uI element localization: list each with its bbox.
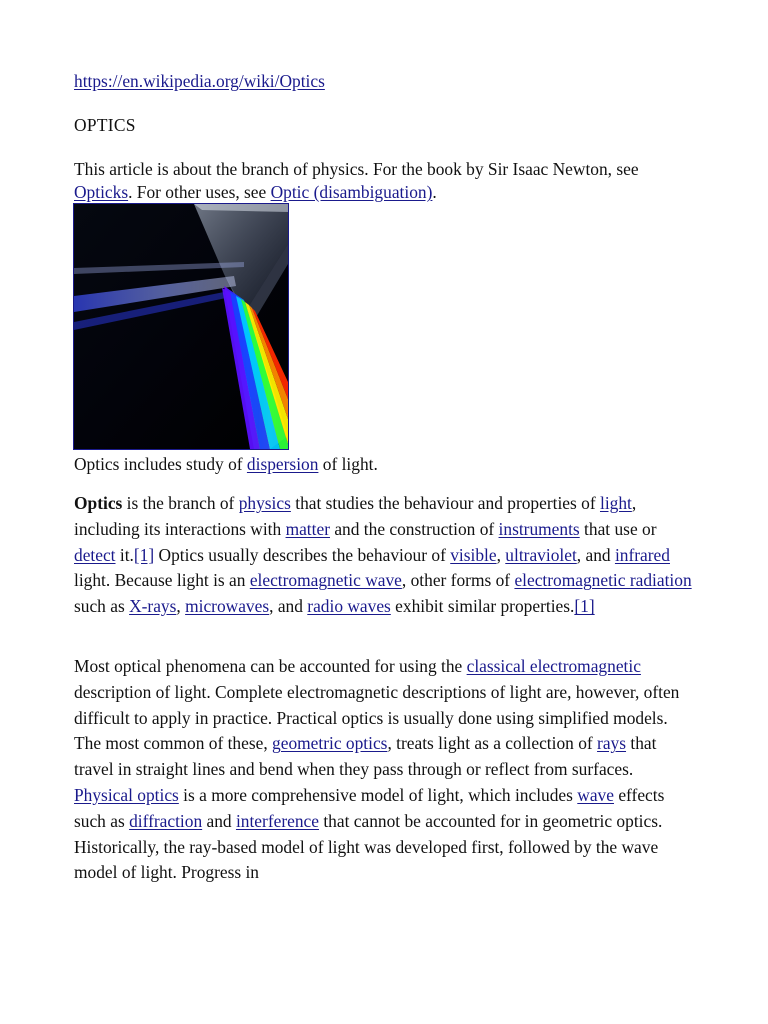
diffraction-link[interactable]: diffraction xyxy=(129,810,203,831)
optic-disambiguation-link[interactable]: Optic (disambiguation) xyxy=(270,182,433,202)
paragraph-text: that cannot be accounted for in geometric optics. Historically, the ray-based model of light was developed first, followed by the wave model of light. Progress in xyxy=(74,810,663,883)
paragraph-text: , xyxy=(496,544,506,565)
paragraph-text: Most optical phenomena can be accounted for using the xyxy=(74,656,467,676)
paragraph-text: , and xyxy=(576,544,615,565)
ultraviolet-link[interactable]: ultraviolet xyxy=(505,544,577,565)
prism-dispersion-image[interactable] xyxy=(74,204,288,449)
paragraph-text: description of light. Complete electromagnetic descriptions of light are, however, often difficult to apply in practice. Practical optics is usually done using simplified models. The most common of these, xyxy=(74,681,680,754)
paragraph-text: and the construction of xyxy=(329,518,499,539)
physical-optics-link[interactable]: Physical optics xyxy=(74,784,179,805)
paragraph-text: , treats light as a collection of xyxy=(387,733,598,754)
paragraph-text: effects such as xyxy=(74,784,665,831)
paragraph-text: that use or xyxy=(579,518,657,539)
caption-text: Optics includes study of xyxy=(74,454,247,474)
rays-link[interactable]: rays xyxy=(597,733,627,754)
reference-1-link-second[interactable]: [1] xyxy=(574,596,595,617)
paragraph-text: light. Because light is an xyxy=(74,570,250,591)
interference-link[interactable]: interference xyxy=(235,810,319,831)
geometric-optics-link[interactable]: geometric optics xyxy=(272,733,388,754)
x-rays-link[interactable]: X-rays xyxy=(129,596,177,617)
paragraph-text: Optics usually describes the behaviour of xyxy=(154,544,451,565)
radio-waves-link[interactable]: radio waves xyxy=(307,596,391,617)
electromagnetic-wave-link[interactable]: electromagnetic wave xyxy=(249,570,402,591)
paragraph-text: that studies the behaviour and properties of xyxy=(290,493,600,513)
hatnote-text: . For other uses, see xyxy=(128,182,271,202)
hatnote xyxy=(74,158,674,204)
light-link[interactable]: light xyxy=(599,493,632,513)
microwaves-link[interactable]: microwaves xyxy=(185,596,270,617)
paragraph-text: , including its interactions with xyxy=(74,493,637,539)
electromagnetic-radiation-link[interactable]: electromagnetic radiation xyxy=(514,570,692,591)
models-paragraph xyxy=(74,654,696,886)
matter-link[interactable]: matter xyxy=(285,518,330,539)
paragraph-text: such as xyxy=(74,596,130,617)
bold-term-optics: Optics xyxy=(74,493,123,513)
prism-image-svg xyxy=(74,204,288,449)
paragraph-text: is a more comprehensive model of light, which includes xyxy=(178,784,578,805)
infrared-link[interactable]: infrared xyxy=(614,544,670,565)
classical-electromagnetic-link[interactable]: classical electromagnetic xyxy=(466,656,641,676)
paragraph-text: , other forms of xyxy=(401,570,515,591)
paragraph-text: that travel in straight lines and bend when they pass through or reflect from surfaces. xyxy=(74,733,657,780)
physics-link[interactable]: physics xyxy=(238,493,291,513)
intro-paragraph xyxy=(74,491,696,620)
hatnote-text: This article is about the branch of physics. For the book by Sir Isaac Newton, see xyxy=(74,159,639,179)
source-url-link[interactable]: https://en.wikipedia.org/wiki/Optics xyxy=(74,71,325,91)
instruments-link[interactable]: instruments xyxy=(498,518,580,539)
paragraph-text: , xyxy=(176,596,186,617)
paragraph-text: exhibit similar properties. xyxy=(390,596,575,617)
visible-link[interactable]: visible xyxy=(450,544,497,565)
caption-text: of light. xyxy=(318,454,378,474)
article-heading: OPTICS xyxy=(74,115,136,135)
paragraph-text: , and xyxy=(269,596,308,617)
paragraph-text: is the branch of xyxy=(122,493,239,513)
detect-link[interactable]: detect xyxy=(74,544,116,565)
wave-link[interactable]: wave xyxy=(577,784,614,805)
reference-1-link[interactable]: [1] xyxy=(133,544,155,565)
paragraph-text: and xyxy=(202,810,236,831)
opticks-link[interactable]: Opticks xyxy=(74,182,129,202)
dispersion-link[interactable]: dispersion xyxy=(246,454,319,474)
source-url-line xyxy=(74,70,325,92)
image-caption xyxy=(74,453,378,475)
hatnote-text: . xyxy=(432,182,437,202)
paragraph-text: it. xyxy=(115,544,134,565)
